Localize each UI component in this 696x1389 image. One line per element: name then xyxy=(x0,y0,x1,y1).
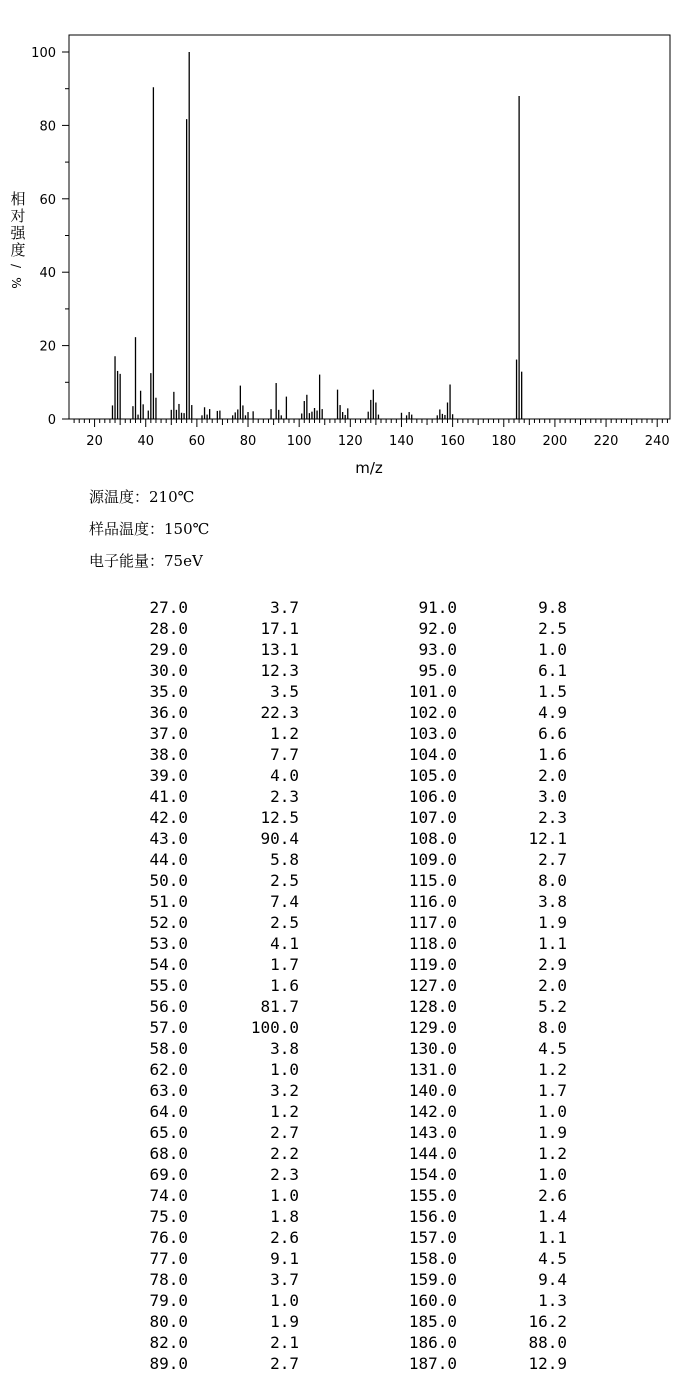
x-tick-label: 80 xyxy=(239,434,257,449)
intensity-cell: 4.9 xyxy=(538,703,567,722)
intensity-cell: 3.8 xyxy=(538,892,567,911)
y-label-char: 相 xyxy=(10,190,26,208)
mz-cell: 115.0 xyxy=(408,871,457,890)
peak-bars xyxy=(112,52,521,419)
intensity-cell: 12.9 xyxy=(528,1354,567,1373)
table-row xyxy=(0,1143,696,1164)
intensity-cell: 3.5 xyxy=(270,682,299,701)
x-axis-label: m/z xyxy=(355,459,383,477)
mz-cell: 128.0 xyxy=(408,997,457,1016)
table-row xyxy=(0,1122,696,1143)
mz-cell: 76.0 xyxy=(149,1228,188,1247)
intensity-cell: 7.7 xyxy=(270,745,299,764)
mz-cell: 159.0 xyxy=(408,1270,457,1289)
intensity-cell: 9.4 xyxy=(538,1270,567,1289)
intensity-cell: 17.1 xyxy=(260,619,299,638)
y-label-char: 度 xyxy=(10,241,26,259)
y-label-char: % xyxy=(9,277,23,289)
mz-cell: 130.0 xyxy=(408,1039,457,1058)
intensity-cell: 2.7 xyxy=(270,1354,299,1373)
x-tick-label: 180 xyxy=(491,434,517,449)
y-label-char: 对 xyxy=(10,207,26,225)
table-row xyxy=(0,1332,696,1353)
mz-cell: 55.0 xyxy=(149,976,188,995)
mz-cell: 108.0 xyxy=(408,829,457,848)
mz-cell: 93.0 xyxy=(418,640,457,659)
intensity-cell: 3.8 xyxy=(270,1039,299,1058)
table-row xyxy=(0,723,696,744)
x-tick-label: 40 xyxy=(137,434,154,449)
intensity-cell: 2.5 xyxy=(270,913,299,932)
mass-spectrum-chart xyxy=(0,0,696,485)
intensity-cell: 1.8 xyxy=(270,1207,299,1226)
intensity-cell: 1.7 xyxy=(270,955,299,974)
intensity-cell: 2.6 xyxy=(538,1186,567,1205)
mz-cell: 41.0 xyxy=(149,787,188,806)
table-row xyxy=(0,744,696,765)
table-row xyxy=(0,1017,696,1038)
intensity-cell: 1.0 xyxy=(538,1102,567,1121)
mz-cell: 36.0 xyxy=(149,703,188,722)
intensity-cell: 1.9 xyxy=(538,1123,567,1142)
x-axis xyxy=(74,419,670,449)
table-row xyxy=(0,1038,696,1059)
intensity-cell: 4.0 xyxy=(270,766,299,785)
mz-cell: 119.0 xyxy=(408,955,457,974)
source-temperature: 源温度：210℃ xyxy=(89,488,195,506)
intensity-cell: 1.2 xyxy=(270,724,299,743)
table-row xyxy=(0,849,696,870)
table-row xyxy=(0,1059,696,1080)
intensity-cell: 1.6 xyxy=(270,976,299,995)
intensity-cell: 6.1 xyxy=(538,661,567,680)
peak-table xyxy=(0,597,696,1374)
intensity-cell: 4.5 xyxy=(538,1249,567,1268)
intensity-cell: 2.7 xyxy=(538,850,567,869)
mz-cell: 57.0 xyxy=(149,1018,188,1037)
mz-cell: 80.0 xyxy=(149,1312,188,1331)
y-tick-label: 0 xyxy=(47,413,56,428)
mz-cell: 106.0 xyxy=(408,787,457,806)
y-tick-label: 40 xyxy=(39,266,56,282)
table-row xyxy=(0,1248,696,1269)
intensity-cell: 1.9 xyxy=(270,1312,299,1331)
intensity-cell: 1.5 xyxy=(538,682,567,701)
table-row xyxy=(0,786,696,807)
intensity-cell: 1.3 xyxy=(538,1291,567,1310)
intensity-cell: 4.1 xyxy=(270,934,299,953)
mz-cell: 186.0 xyxy=(408,1333,457,1352)
intensity-cell: 3.2 xyxy=(270,1081,299,1100)
intensity-cell: 9.8 xyxy=(538,598,567,617)
mz-cell: 27.0 xyxy=(149,598,188,617)
intensity-cell: 2.3 xyxy=(270,787,299,806)
intensity-cell: 7.4 xyxy=(270,892,299,911)
x-tick-label: 100 xyxy=(286,434,312,449)
mz-cell: 52.0 xyxy=(149,913,188,932)
x-tick-label: 60 xyxy=(188,434,206,449)
y-label-char: / xyxy=(9,263,23,269)
intensity-cell: 12.5 xyxy=(260,808,299,827)
mz-cell: 43.0 xyxy=(149,829,188,848)
x-tick-label: 220 xyxy=(593,434,619,449)
mz-cell: 53.0 xyxy=(149,934,188,953)
intensity-cell: 2.7 xyxy=(270,1123,299,1142)
mz-cell: 38.0 xyxy=(149,745,188,764)
mz-cell: 65.0 xyxy=(149,1123,188,1142)
plot-frame xyxy=(69,35,670,419)
intensity-cell: 3.0 xyxy=(538,787,567,806)
intensity-cell: 2.1 xyxy=(270,1333,299,1352)
y-tick-label: 60 xyxy=(39,192,56,208)
mz-cell: 82.0 xyxy=(149,1333,188,1352)
table-row xyxy=(0,1290,696,1311)
intensity-cell: 2.6 xyxy=(270,1228,299,1247)
electron-energy: 电子能量：75eV xyxy=(89,552,203,570)
x-tick-label: 120 xyxy=(337,434,363,449)
table-row xyxy=(0,807,696,828)
intensity-cell: 9.1 xyxy=(270,1249,299,1268)
intensity-cell: 1.1 xyxy=(538,1228,567,1247)
intensity-cell: 1.0 xyxy=(270,1186,299,1205)
mz-cell: 143.0 xyxy=(408,1123,457,1142)
intensity-cell: 2.2 xyxy=(270,1144,299,1163)
table-row xyxy=(0,660,696,681)
mz-cell: 144.0 xyxy=(408,1144,457,1163)
table-row xyxy=(0,954,696,975)
mz-cell: 50.0 xyxy=(149,871,188,890)
table-row xyxy=(0,1227,696,1248)
mz-cell: 58.0 xyxy=(149,1039,188,1058)
intensity-cell: 1.0 xyxy=(538,640,567,659)
table-row xyxy=(0,891,696,912)
mz-cell: 101.0 xyxy=(408,682,457,701)
mz-cell: 109.0 xyxy=(408,850,457,869)
table-row xyxy=(0,1164,696,1185)
mz-cell: 64.0 xyxy=(149,1102,188,1121)
mz-cell: 155.0 xyxy=(408,1186,457,1205)
x-tick-label: 200 xyxy=(542,434,568,449)
mz-cell: 35.0 xyxy=(149,682,188,701)
mz-cell: 63.0 xyxy=(149,1081,188,1100)
mz-cell: 154.0 xyxy=(408,1165,457,1184)
mz-cell: 160.0 xyxy=(408,1291,457,1310)
mz-cell: 102.0 xyxy=(408,703,457,722)
sample-temperature: 样品温度：150℃ xyxy=(89,520,210,538)
mz-cell: 91.0 xyxy=(418,598,457,617)
table-row xyxy=(0,933,696,954)
mz-cell: 104.0 xyxy=(408,745,457,764)
table-row xyxy=(0,681,696,702)
table-row xyxy=(0,870,696,891)
intensity-cell: 2.3 xyxy=(538,808,567,827)
mz-cell: 142.0 xyxy=(408,1102,457,1121)
table-row xyxy=(0,912,696,933)
intensity-cell: 1.2 xyxy=(538,1060,567,1079)
intensity-cell: 2.5 xyxy=(270,871,299,890)
intensity-cell: 12.3 xyxy=(260,661,299,680)
mz-cell: 105.0 xyxy=(408,766,457,785)
intensity-cell: 2.3 xyxy=(270,1165,299,1184)
y-tick-label: 80 xyxy=(39,119,56,135)
mz-cell: 56.0 xyxy=(149,997,188,1016)
mz-cell: 39.0 xyxy=(149,766,188,785)
mz-cell: 77.0 xyxy=(149,1249,188,1268)
table-row xyxy=(0,1311,696,1332)
mz-cell: 103.0 xyxy=(408,724,457,743)
intensity-cell: 1.0 xyxy=(270,1060,299,1079)
mz-cell: 140.0 xyxy=(408,1081,457,1100)
mz-cell: 37.0 xyxy=(149,724,188,743)
intensity-cell: 16.2 xyxy=(528,1312,567,1331)
y-label-char: 强 xyxy=(10,224,26,242)
intensity-cell: 90.4 xyxy=(260,829,299,848)
mz-cell: 95.0 xyxy=(418,661,457,680)
table-row xyxy=(0,702,696,723)
y-axis xyxy=(31,46,69,428)
mz-cell: 129.0 xyxy=(408,1018,457,1037)
intensity-cell: 8.0 xyxy=(538,871,567,890)
table-row xyxy=(0,1269,696,1290)
table-row xyxy=(0,597,696,618)
intensity-cell: 1.4 xyxy=(538,1207,567,1226)
intensity-cell: 100.0 xyxy=(250,1018,299,1037)
intensity-cell: 6.6 xyxy=(538,724,567,743)
intensity-cell: 81.7 xyxy=(260,997,299,1016)
table-row xyxy=(0,639,696,660)
table-row xyxy=(0,618,696,639)
mz-cell: 117.0 xyxy=(408,913,457,932)
intensity-cell: 5.2 xyxy=(538,997,567,1016)
y-tick-label: 20 xyxy=(39,339,56,355)
mz-cell: 131.0 xyxy=(408,1060,457,1079)
mz-cell: 89.0 xyxy=(149,1354,188,1373)
mz-cell: 62.0 xyxy=(149,1060,188,1079)
y-tick-label: 100 xyxy=(31,46,56,61)
intensity-cell: 2.5 xyxy=(538,619,567,638)
intensity-cell: 4.5 xyxy=(538,1039,567,1058)
mz-cell: 79.0 xyxy=(149,1291,188,1310)
intensity-cell: 1.2 xyxy=(270,1102,299,1121)
mz-cell: 75.0 xyxy=(149,1207,188,1226)
mz-cell: 30.0 xyxy=(149,661,188,680)
intensity-cell: 1.1 xyxy=(538,934,567,953)
mz-cell: 54.0 xyxy=(149,955,188,974)
intensity-cell: 1.0 xyxy=(538,1165,567,1184)
intensity-cell: 2.9 xyxy=(538,955,567,974)
x-tick-label: 160 xyxy=(440,434,466,449)
intensity-cell: 5.8 xyxy=(270,850,299,869)
table-row xyxy=(0,765,696,786)
y-axis-label xyxy=(9,190,26,289)
mz-cell: 156.0 xyxy=(408,1207,457,1226)
intensity-cell: 1.6 xyxy=(538,745,567,764)
mz-cell: 74.0 xyxy=(149,1186,188,1205)
mz-cell: 116.0 xyxy=(408,892,457,911)
table-row xyxy=(0,1080,696,1101)
mz-cell: 92.0 xyxy=(418,619,457,638)
mz-cell: 51.0 xyxy=(149,892,188,911)
intensity-cell: 3.7 xyxy=(270,1270,299,1289)
mz-cell: 29.0 xyxy=(149,640,188,659)
x-tick-label: 140 xyxy=(389,434,414,449)
table-row xyxy=(0,975,696,996)
mz-cell: 44.0 xyxy=(149,850,188,869)
table-row xyxy=(0,828,696,849)
mz-cell: 68.0 xyxy=(149,1144,188,1163)
table-row xyxy=(0,1353,696,1374)
intensity-cell: 13.1 xyxy=(260,640,299,659)
mz-cell: 107.0 xyxy=(408,808,457,827)
table-row xyxy=(0,1185,696,1206)
x-tick-label: 240 xyxy=(644,434,670,449)
mz-cell: 157.0 xyxy=(408,1228,457,1247)
intensity-cell: 1.7 xyxy=(538,1081,567,1100)
mz-cell: 158.0 xyxy=(408,1249,457,1268)
intensity-cell: 1.2 xyxy=(538,1144,567,1163)
intensity-cell: 22.3 xyxy=(260,703,299,722)
mz-cell: 187.0 xyxy=(408,1354,457,1373)
mz-cell: 28.0 xyxy=(149,619,188,638)
mz-cell: 42.0 xyxy=(149,808,188,827)
intensity-cell: 2.0 xyxy=(538,976,567,995)
mz-cell: 127.0 xyxy=(408,976,457,995)
intensity-cell: 2.0 xyxy=(538,766,567,785)
intensity-cell: 1.0 xyxy=(270,1291,299,1310)
intensity-cell: 88.0 xyxy=(528,1333,567,1352)
table-row xyxy=(0,1206,696,1227)
mz-cell: 185.0 xyxy=(408,1312,457,1331)
x-tick-label: 20 xyxy=(86,434,103,449)
intensity-cell: 12.1 xyxy=(528,829,567,848)
intensity-cell: 8.0 xyxy=(538,1018,567,1037)
mz-cell: 69.0 xyxy=(149,1165,188,1184)
mz-cell: 118.0 xyxy=(408,934,457,953)
table-row xyxy=(0,1101,696,1122)
intensity-cell: 1.9 xyxy=(538,913,567,932)
mz-cell: 78.0 xyxy=(149,1270,188,1289)
intensity-cell: 3.7 xyxy=(270,598,299,617)
table-row xyxy=(0,996,696,1017)
